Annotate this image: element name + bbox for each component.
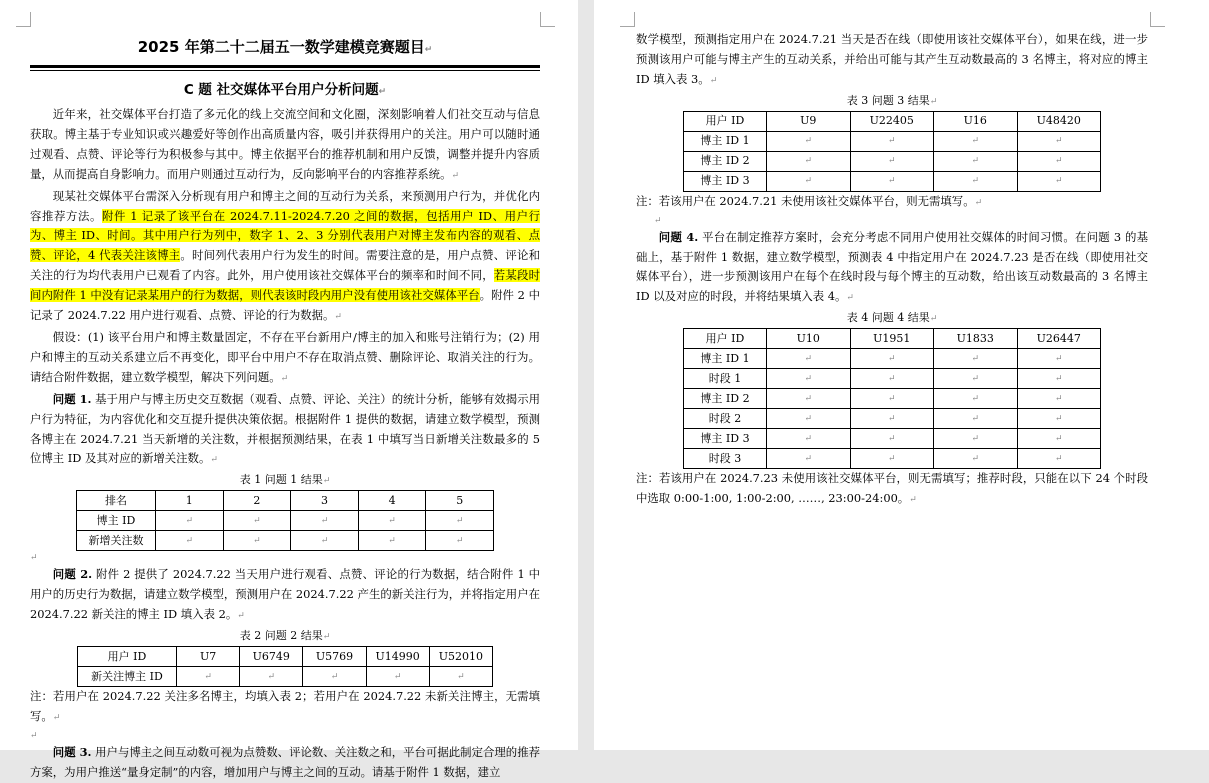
empty-cell[interactable]: ↵ xyxy=(934,171,1018,191)
table-header-cell[interactable]: U52010 xyxy=(429,647,492,667)
paragraph-mark: ↵ xyxy=(30,553,38,564)
empty-cell[interactable]: ↵ xyxy=(934,349,1018,369)
empty-cell[interactable]: ↵ xyxy=(1017,369,1101,389)
table-row xyxy=(684,329,1101,349)
table-row-label[interactable]: 时段 1 xyxy=(684,369,767,389)
table-row xyxy=(684,349,1101,369)
table-row xyxy=(684,409,1101,429)
empty-cell[interactable]: ↵ xyxy=(291,531,359,551)
empty-cell[interactable]: ↵ xyxy=(767,131,851,151)
table-row xyxy=(684,389,1101,409)
paragraph-mark: ↵ xyxy=(30,730,38,741)
empty-cell[interactable]: ↵ xyxy=(934,131,1018,151)
empty-cell[interactable]: ↵ xyxy=(934,151,1018,171)
empty-cell[interactable]: ↵ xyxy=(426,511,494,531)
empty-cell[interactable]: ↵ xyxy=(850,171,934,191)
empty-cell[interactable]: ↵ xyxy=(358,511,426,531)
table-2[interactable] xyxy=(77,646,493,687)
table-header-cell[interactable]: U9 xyxy=(767,111,851,131)
empty-cell[interactable]: ↵ xyxy=(429,667,492,687)
table-header-cell[interactable]: 用户 ID xyxy=(78,647,177,667)
table-row xyxy=(684,131,1101,151)
empty-cell[interactable]: ↵ xyxy=(850,151,934,171)
table-header-cell[interactable]: U5769 xyxy=(303,647,366,667)
crop-mark xyxy=(16,12,31,27)
table-row-label[interactable]: 博主 ID 1 xyxy=(684,131,767,151)
empty-cell[interactable]: ↵ xyxy=(850,409,934,429)
table-row xyxy=(78,647,493,667)
table-row-label[interactable]: 博主 ID xyxy=(77,511,156,531)
paragraph-intro: 近年来，社交媒体平台打造了多元化的线上交流空间和文化圈，深刻影响着人们社交互动与信息获取。博主基于专业知识或兴趣爱好等创作出高质量内容，吸引并获得用户的关注。用户可以随时通过观看、点赞、评论等行为积极参与其中。博主依据平台的推荐机制和用户反馈，调整并提升内容质量，从而提高自身影响力。而用户则通过互动行为，反向影响平台的内容推荐系统。↵ xyxy=(30,107,540,181)
table-header-cell[interactable]: 4 xyxy=(358,491,426,511)
question-4: 问题 4. 平台在制定推荐方案时，会充分考虑不同用户使用社交媒体的时间习惯。在问题 3 的基础上，基于附件 1 数据，建立数学模型，预测表 4 中指定用户在 2024.7.23 是否在线（即使用社交媒体平台），进一步预测该用户在每个在线时段与每个博主的互动数，给出该互动数最高的 3 名博主 ID 以及对应的时段，并将结果填入表 4。↵ xyxy=(636,229,1148,304)
table-row xyxy=(684,449,1101,469)
question-3-continued: 数学模型，预测指定用户在 2024.7.21 当天是否在线（即使用该社交媒体平台），如果在线，进一步预测该用户可能与博主产生的互动关系，并给出可能与其产生互动数最高的 3 名博主，将对应的博主 ID 填入表 3。↵ xyxy=(636,32,1148,86)
empty-cell[interactable]: ↵ xyxy=(767,151,851,171)
table-row xyxy=(684,151,1101,171)
table-4[interactable] xyxy=(683,328,1101,469)
problem-subtitle: C 题 社交媒体平台用户分析问题↵ xyxy=(183,82,387,98)
page-1-body[interactable] xyxy=(30,34,540,783)
document-page-2 xyxy=(594,0,1209,750)
table-row xyxy=(77,511,494,531)
empty-cell[interactable]: ↵ xyxy=(177,667,240,687)
table-header-cell[interactable]: 2 xyxy=(223,491,291,511)
table-row-label[interactable]: 博主 ID 3 xyxy=(684,429,767,449)
table-row-label[interactable]: 博主 ID 2 xyxy=(684,389,767,409)
empty-cell[interactable]: ↵ xyxy=(767,171,851,191)
table-4-caption: 表 4 问题 4 结果↵ xyxy=(846,311,938,325)
note-table-3: 注：若该用户在 2024.7.21 未使用该社交媒体平台，则无需填写。↵ xyxy=(636,193,983,208)
table-row xyxy=(684,369,1101,389)
question-1: 问题 1. 基于用户与博主历史交互数据（观看、点赞、评论、关注）的统计分析，能够有效揭示用户行为特征，为内容优化和交互提升提供决策依据。根据附件 1 提供的数据，请建立数学模型，预测各博主在 2024.7.21 当天新增的关注数，并根据预测结果，在表 1 中填写当日新增关注数最多的 5 位博主 ID 及其对应的新增关注数。↵ xyxy=(30,391,541,466)
highlighted-text: 附件 1 记录了该平台在 2024.7.11-2024.7.20 之间的数据，包括用户 ID、用户行为、博主 ID、时间。其中用户行为列中，数字 1、2、3 分别代表用户对博主发布内容的观看、点赞、评论，4 代表关注该博主 xyxy=(30,208,540,263)
empty-cell[interactable]: ↵ xyxy=(1017,131,1101,151)
note-table-2: 注：若用户在 2024.7.22 关注多名博主，均填入表 2；若用户在 2024.7.22 未新关注博主，无需填写。↵ xyxy=(30,689,540,723)
table-header-cell[interactable]: U14990 xyxy=(366,647,429,667)
empty-cell[interactable]: ↵ xyxy=(1017,171,1101,191)
paragraph-assumptions: 假设：(1) 该平台用户和博主数量固定，不存在平台新用户/博主的加入和账号注销行为；(2) 用户和博主的互动关系建立后不再变化，即平台中用户不存在取消点赞、删除评论、取消关注的行为。请结合附件数据，建立数学模型，解决下列问题。↵ xyxy=(30,329,540,384)
empty-cell[interactable]: ↵ xyxy=(223,511,291,531)
table-header-cell[interactable]: 1 xyxy=(156,491,224,511)
empty-cell[interactable]: ↵ xyxy=(366,667,429,687)
empty-cell[interactable]: ↵ xyxy=(223,531,291,551)
table-header-cell[interactable]: 3 xyxy=(291,491,359,511)
table-3-caption: 表 3 问题 3 结果↵ xyxy=(846,93,938,107)
empty-cell[interactable]: ↵ xyxy=(426,531,494,551)
empty-cell[interactable]: ↵ xyxy=(1017,151,1101,171)
document-page-1 xyxy=(0,0,578,779)
empty-cell[interactable]: ↵ xyxy=(291,511,359,531)
table-header-cell[interactable]: U22405 xyxy=(850,111,934,131)
table-row-label[interactable]: 博主 ID 2 xyxy=(684,151,767,171)
empty-cell[interactable]: ↵ xyxy=(767,349,851,369)
table-row-label[interactable]: 博主 ID 3 xyxy=(684,171,767,191)
empty-cell[interactable]: ↵ xyxy=(850,429,934,449)
table-header-cell[interactable]: U6749 xyxy=(240,647,303,667)
question-2: 问题 2. 附件 2 提供了 2024.7.22 当天用户进行观看、点赞、评论的行为数据，结合附件 1 中用户的历史行为数据，请建立数学模型，预测用户在 2024.7.22 产生的新关注行为，并将指定用户在 2024.7.22 新关注的博主 ID 填入表 2。↵ xyxy=(30,567,541,622)
crop-mark xyxy=(540,12,555,27)
empty-cell[interactable]: ↵ xyxy=(240,667,303,687)
empty-cell[interactable]: ↵ xyxy=(934,449,1018,469)
table-row xyxy=(77,491,494,511)
empty-cell[interactable]: ↵ xyxy=(156,531,224,551)
empty-cell[interactable]: ↵ xyxy=(934,409,1018,429)
title-rule xyxy=(30,65,540,71)
table-header-cell[interactable]: 排名 xyxy=(77,491,156,511)
table-2-caption: 表 2 问题 2 结果↵ xyxy=(239,629,331,643)
table-header-cell[interactable]: U10 xyxy=(767,329,851,349)
empty-cell[interactable]: ↵ xyxy=(1017,409,1101,429)
empty-cell[interactable]: ↵ xyxy=(767,429,851,449)
table-row-label[interactable]: 时段 2 xyxy=(684,409,767,429)
page-2-body[interactable] xyxy=(636,30,1148,511)
crop-mark xyxy=(620,12,635,27)
table-header-cell[interactable]: 用户 ID xyxy=(684,111,767,131)
table-row xyxy=(684,111,1101,131)
table-header-cell[interactable]: U1951 xyxy=(850,329,934,349)
empty-cell[interactable]: ↵ xyxy=(850,349,934,369)
empty-cell[interactable]: ↵ xyxy=(850,369,934,389)
table-3[interactable] xyxy=(683,111,1101,192)
empty-cell[interactable]: ↵ xyxy=(934,369,1018,389)
empty-cell[interactable]: ↵ xyxy=(850,131,934,151)
table-row-label[interactable]: 新增关注数 xyxy=(77,531,156,551)
empty-cell[interactable]: ↵ xyxy=(767,449,851,469)
table-header-cell[interactable]: U16 xyxy=(934,111,1018,131)
table-1-caption: 表 1 问题 1 结果↵ xyxy=(239,473,331,487)
table-row-label[interactable]: 博主 ID 1 xyxy=(684,349,767,369)
table-1[interactable] xyxy=(76,490,494,551)
table-header-cell[interactable]: U1833 xyxy=(934,329,1018,349)
table-row xyxy=(77,531,494,551)
table-row-label[interactable]: 时段 3 xyxy=(684,449,767,469)
paragraph-data-description: 现某社交媒体平台需深入分析现有用户和博主之间的互动行为关系，来预测用户行为，并优化内容推荐方法。附件 1 记录了该平台在 2024.7.11-2024.7.20 之间的数据，包括用户 ID、用户行为、博主 ID、时间。其中用户行为列中，数字 1、2、3 分别代表用户对博主发布内容的观看、点赞、评论，4 代表关注该博主。时间列代表用户行为发生的时间。需要注意的是，用户点赞、评论和关注的行为均代表用户已观看了内容。此外，用户使用该社交媒体平台的频率和时间不同，若某段时间内附件 1 中没有记录某用户的行为数据，则代表该时段内用户没有使用该社交媒体平台。附件 2 中记录了 2024.7.22 用户进行观看、点赞、评论的行为数据。↵ xyxy=(30,188,540,323)
empty-cell[interactable]: ↵ xyxy=(850,389,934,409)
empty-cell[interactable]: ↵ xyxy=(1017,349,1101,369)
question-3: 问题 3. 用户与博主之间互动数可视为点赞数、评论数、关注数之和，平台可据此制定合理的推荐方案，为用户推送“量身定制”的内容，增加用户与博主之间的互动。请基于附件 1 数据，建立 xyxy=(30,744,541,779)
table-header-cell[interactable]: U7 xyxy=(177,647,240,667)
table-header-cell[interactable]: 5 xyxy=(426,491,494,511)
table-header-cell[interactable]: U26447 xyxy=(1017,329,1101,349)
empty-cell[interactable]: ↵ xyxy=(156,511,224,531)
table-header-cell[interactable]: U48420 xyxy=(1017,111,1101,131)
highlighted-text: 若某段时间内附件 1 中没有记录某用户的行为数据，则代表该时段内用户没有使用该社交媒体平台 xyxy=(30,268,540,303)
paragraph-mark: ↵ xyxy=(654,215,662,226)
empty-cell[interactable]: ↵ xyxy=(767,389,851,409)
table-row-label[interactable]: 新关注博主 ID xyxy=(78,667,177,687)
document-title: 2025 年第二十二届五一数学建模竞赛题目↵ xyxy=(137,38,433,56)
table-row xyxy=(684,171,1101,191)
empty-cell[interactable]: ↵ xyxy=(767,409,851,429)
note-table-4: 注：若该用户在 2024.7.23 未使用该社交媒体平台，则无需填写；推荐时段，只能在以下 24 个时段中选取 0:00-1:00, 1:00-2:00, ……, 23:00-24:00。↵ xyxy=(636,471,1148,506)
empty-cell[interactable]: ↵ xyxy=(767,369,851,389)
empty-cell[interactable]: ↵ xyxy=(303,667,366,687)
empty-cell[interactable]: ↵ xyxy=(1017,429,1101,449)
empty-cell[interactable]: ↵ xyxy=(850,449,934,469)
empty-cell[interactable]: ↵ xyxy=(934,429,1018,449)
table-row xyxy=(78,667,493,687)
table-row xyxy=(684,429,1101,449)
crop-mark xyxy=(1150,12,1165,27)
table-header-cell[interactable]: 用户 ID xyxy=(684,329,767,349)
empty-cell[interactable]: ↵ xyxy=(934,389,1018,409)
empty-cell[interactable]: ↵ xyxy=(358,531,426,551)
empty-cell[interactable]: ↵ xyxy=(1017,449,1101,469)
empty-cell[interactable]: ↵ xyxy=(1017,389,1101,409)
